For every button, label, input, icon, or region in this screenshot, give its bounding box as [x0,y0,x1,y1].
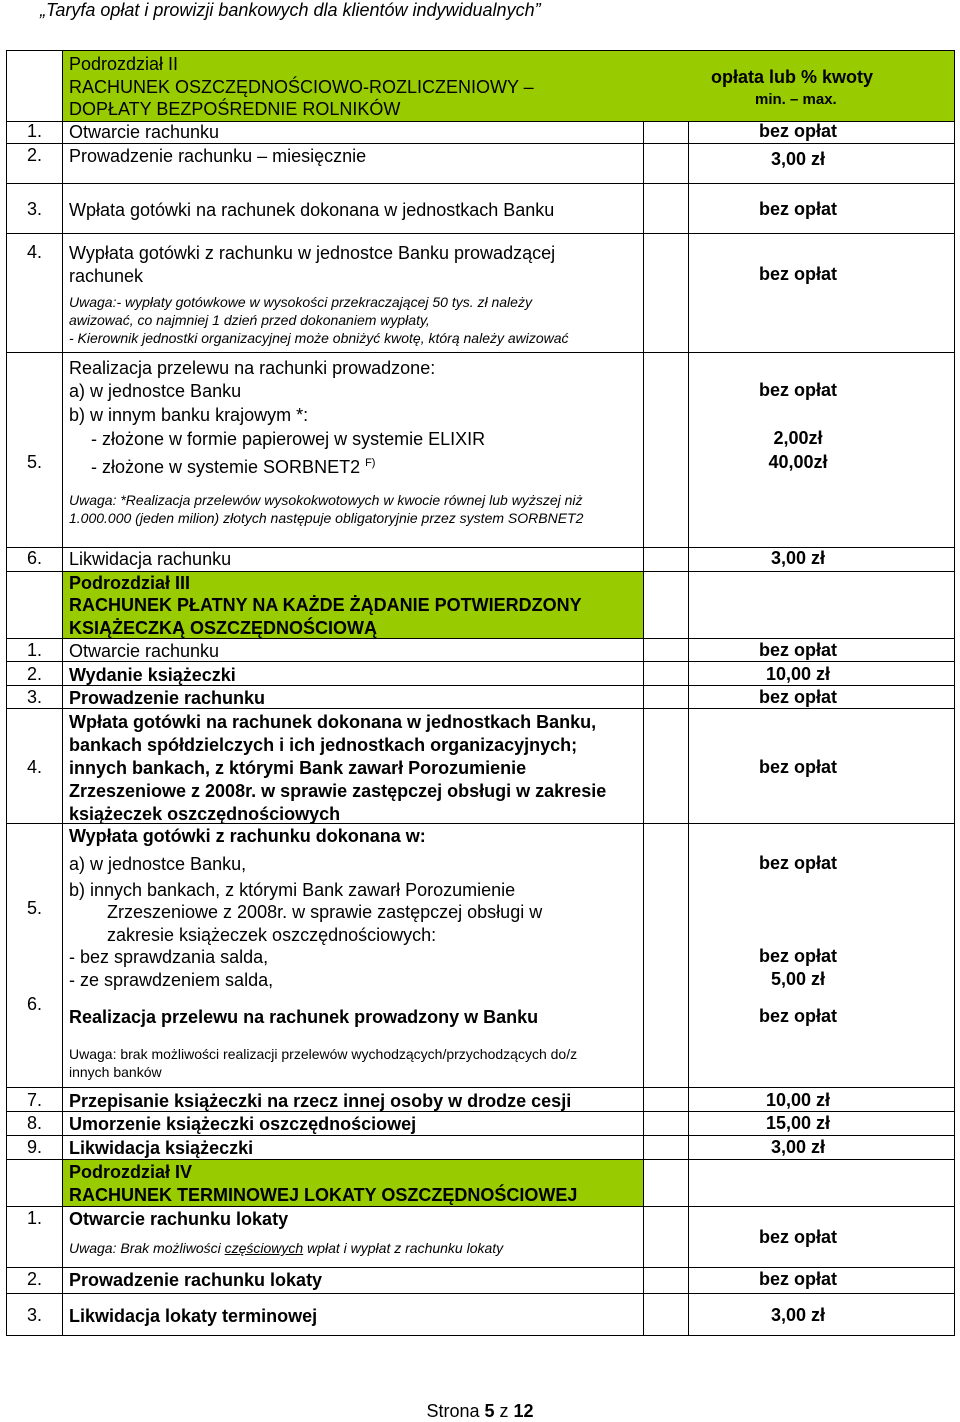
row-number: 2. [27,1269,43,1289]
row-label-text: - złożone w systemie SORBNET2 [91,457,366,477]
row-separator [6,1206,955,1207]
row-label: Wydanie książeczki [69,665,236,685]
row-number: 8. [27,1113,43,1133]
section-iii-title: RACHUNEK PŁATNY NA KAŻDE ŻĄDANIE POTWIERDZONY [69,595,582,615]
row-label: Wypłata gotówki z rachunku w jednostce Banku prowadzącej [69,243,556,263]
row-label: Prowadzenie rachunku – miesięcznie [69,146,367,166]
row-label: Otwarcie rachunku lokaty [69,1209,289,1229]
row-note: Uwaga:- wypłaty gotówkowe w wysokości przekraczającej 50 tys. zł należy [69,294,532,310]
row-label: innych bankach, z którymi Bank zawarł Porozumienie [69,758,527,778]
page-footer [0,1401,960,1422]
row-label: Zrzeszeniowe z 2008r. w sprawie zastępczej obsługi w zakresie [69,781,607,801]
row-note: 1.000.000 (jeden milion) złotych następuje obligatoryjnie przez system SORBNET2 [69,510,584,526]
section-ii-title: DOPŁATY BEZPOŚREDNIE ROLNIKÓW [69,99,401,119]
row-label: Przepisanie książeczki na rzecz innej osoby w drodze cesji [69,1091,572,1111]
row-label: Umorzenie książeczki oszczędnościowej [69,1114,417,1134]
note-text: Uwaga: Brak możliwości [69,1240,225,1256]
column-separator [688,50,689,1336]
row-fee: bez opłat [758,199,837,219]
row-separator [6,1135,955,1136]
row-separator [6,143,955,144]
row-separator [6,1087,955,1088]
row-label: Otwarcie rachunku [69,641,220,661]
row-fee: bez opłat [758,1006,837,1026]
row-number: 2. [27,145,43,165]
row-separator [6,233,955,234]
row-fee: 2,00zł [773,428,823,448]
row-label: Prowadzenie rachunku lokaty [69,1270,323,1290]
section-ii-title: Podrozdział II [69,54,179,74]
row-fee: 10,00 zł [765,664,831,684]
row-label: Realizacja przelewu na rachunki prowadzone: [69,358,436,378]
row-label: Realizacja przelewu na rachunek prowadzony w Banku [69,1007,539,1027]
row-number: 2. [27,664,43,684]
row-note: innych banków [69,1064,162,1080]
section-iii-title: KSIĄŻECZKĄ OSZCZĘDNOŚCIOWĄ [69,618,377,638]
section-iv-title: RACHUNEK TERMINOWEJ LOKATY OSZCZĘDNOŚCIOWEJ [69,1185,578,1205]
row-separator [6,1293,955,1294]
row-label: bankach spółdzielczych i ich jednostkach organizacyjnych; [69,735,578,755]
row-label: a) w jednostce Banku, [69,854,247,874]
row-number: 7. [27,1090,43,1110]
footer-page-number: 5 [484,1401,495,1421]
row-number: 1. [27,640,43,660]
row-label: Wpłata gotówki na rachunek dokonana w jednostkach Banku, [69,712,597,732]
row-separator [6,352,955,353]
row-label: - ze sprawdzeniem salda, [69,970,274,990]
row-label: - złożone w formie papierowej w systemie ELIXIR [91,429,486,449]
fee-column-subheader: min. – max. [755,91,837,108]
row-label: b) innych bankach, z którymi Bank zawarł Porozumienie [69,880,516,900]
row-number: 1. [27,1208,43,1228]
row-number: 4. [27,757,43,777]
row-label [91,452,375,478]
row-fee: bez opłat [758,946,837,966]
row-separator [6,1159,955,1160]
table-border-bottom [6,1335,955,1336]
row-label: Wpłata gotówki na rachunek dokonana w jednostkach Banku [69,200,555,220]
section-ii-title: RACHUNEK OSZCZĘDNOŚCIOWO-ROZLICZENIOWY – [69,77,534,97]
row-label: rachunek [69,266,144,286]
row-label: b) w innym banku krajowym *: [69,405,309,425]
row-number: 6. [27,994,43,1014]
row-label: Zrzeszeniowe z 2008r. w sprawie zastępczej obsługi w [107,902,543,922]
row-label: książeczek oszczędnościowych [69,804,341,824]
row-fee: bez opłat [758,121,837,141]
row-number: 5. [27,452,43,472]
row-fee: 3,00 zł [770,548,826,568]
footer-middle: z [494,1401,514,1421]
row-label: - bez sprawdzania salda, [69,947,269,967]
table-border-right [954,50,955,1336]
row-fee: bez opłat [758,640,837,660]
row-number: 3. [27,687,43,707]
row-separator [6,183,955,184]
row-fee: bez opłat [758,853,837,873]
table-border-left [6,50,7,1336]
row-label: a) w jednostce Banku [69,381,242,401]
row-fee: 15,00 zł [765,1113,831,1133]
row-note [69,1240,503,1257]
row-number: 3. [27,1305,43,1325]
row-number: 1. [27,121,43,141]
row-fee: bez opłat [758,687,837,707]
row-number: 3. [27,199,43,219]
section-iii-title: Podrozdział III [69,573,191,593]
row-fee: 10,00 zł [765,1090,831,1110]
row-fee: bez opłat [758,380,837,400]
footer-prefix: Strona [426,1401,485,1421]
document-header: „Taryfa opłat i prowizji bankowych dla klientów indywidualnych” [40,0,541,20]
row-label: zakresie książeczek oszczędnościowych: [107,925,437,945]
row-fee: 3,00 zł [770,1137,826,1157]
row-fee: 3,00 zł [770,1305,826,1325]
row-label: Wypłata gotówki z rachunku dokonana w: [69,826,426,846]
column-separator [62,50,63,1336]
section-iv-title: Podrozdział IV [69,1162,193,1182]
footer-total-pages: 12 [513,1401,534,1421]
row-fee: 3,00 zł [770,149,826,169]
note-text: wpłat i wypłat z rachunku lokaty [303,1240,504,1256]
row-note: awizować, co najmniej 1 dzień przed dokonaniem wypłaty, [69,312,430,328]
fee-column-header: opłata lub % kwoty [711,67,874,87]
row-fee: 5,00 zł [770,969,826,989]
row-label: Likwidacja lokaty terminowej [69,1306,318,1326]
row-label: Prowadzenie rachunku [69,688,266,708]
row-separator [6,1267,955,1268]
row-number: 4. [27,242,43,262]
row-number: 5. [27,898,43,918]
row-fee: bez opłat [758,1269,837,1289]
row-label: Likwidacja książeczki [69,1138,254,1158]
row-fee: 40,00zł [768,452,828,472]
row-fee: bez opłat [758,1227,837,1247]
row-note: Uwaga: *Realizacja przelewów wysokokwotowych w kwocie równej lub wyższej niż [69,492,583,508]
footnote-marker: F) [365,457,376,469]
row-note: Uwaga: brak możliwości realizacji przelewów wychodzących/przychodzących do/z [69,1046,578,1062]
row-fee: bez opłat [758,264,837,284]
column-separator [643,50,644,1336]
row-note: - Kierownik jednostki organizacyjnej może obniżyć kwotę, którą należy awizować [69,330,569,346]
row-label: Likwidacja rachunku [69,549,232,569]
row-number: 9. [27,1137,43,1157]
note-underlined-text: częściowych [224,1240,304,1256]
row-label: Otwarcie rachunku [69,122,220,142]
row-number: 6. [27,548,43,568]
row-fee: bez opłat [758,757,837,777]
